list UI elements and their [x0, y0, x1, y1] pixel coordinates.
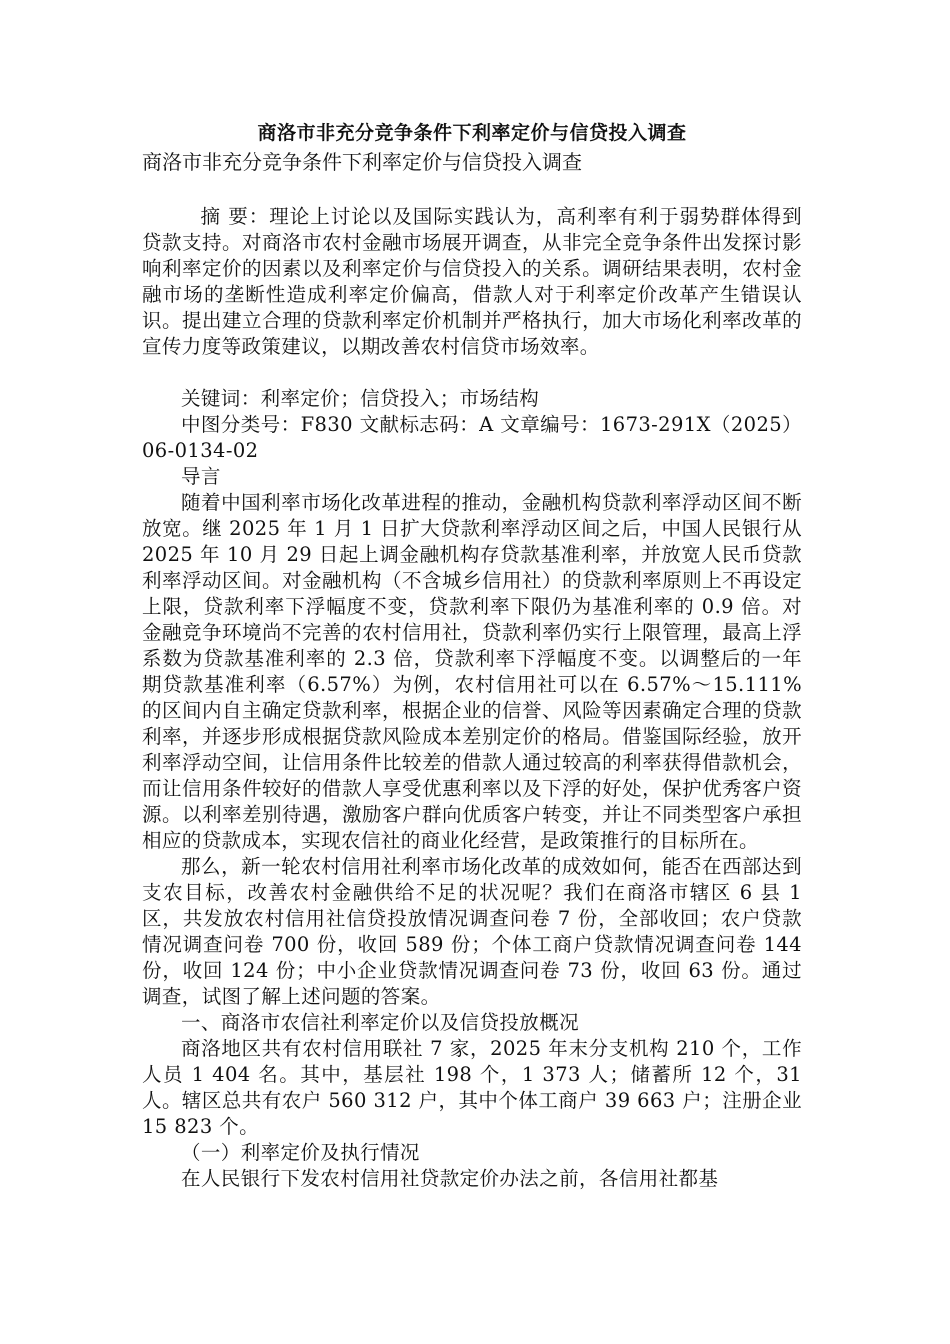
- document-page: [142, 118, 802, 1192]
- spacer: [142, 360, 802, 386]
- subsection-heading: （一）利率定价及执行情况: [181, 1141, 420, 1164]
- document-subtitle: 商洛市非充分竞争条件下利率定价与信贷投入调查: [142, 150, 582, 174]
- spacer: [142, 176, 802, 204]
- keywords-line: 关键词：利率定价；信贷投入；市场结构: [181, 387, 540, 410]
- body-paragraph: 随着中国利率市场化改革进程的推动，金融机构贷款利率浮动区间不断放宽。继 2025 年 1 月 1 日扩大贷款利率浮动区间之后，中国人民银行从 2025 年 10 月 29 日起上调金融机构存贷款基准利率，并放宽人民币贷款利率浮动区间。对金融机构（不含城乡信用社）的贷款利率原则上不再设定上限，贷款利率下浮幅度不变，贷款利率下限仍为基准利率的 0.9 倍。对金融竞争环境尚不完善的农村信用社，贷款利率仍实行上限管理，最高上浮系数为贷款基准利率的 2.3 倍，贷款利率下浮幅度不变。以调整后的一年期贷款基准利率（6.57%）为例，农村信用社可以在 6.57%～15.111%的区间内自主确定贷款利率，根据企业的信誉、风险等因素确定合理的贷款利率，并逐步形成根据贷款风险成本差别定价的格局。借鉴国际经验，放开利率浮动空间，让信用条件比较差的借款人通过较高的利率获得借款机会，而让信用条件较好的借款人享受优惠利率以及下浮的好处，保护优秀客户资源。以利率差别待遇，激励客户群向优质客户转变，并让不同类型客户承担相应的贷款成本，实现农信社的商业化经营，是政策推行的目标所在。: [142, 491, 802, 852]
- abstract-paragraph: 摘 要：理论上讨论以及国际实践认为，高利率有利于弱势群体得到贷款支持。对商洛市农村金融市场展开调查，从非完全竞争条件出发探讨影响利率定价的因素以及利率定价与信贷投入的关系。调研结果表明，农村金融市场的垄断性造成利率定价偏高，借款人对于利率定价改革产生错误认识。提出建立合理的贷款利率定价机制并严格执行，加大市场化利率改革的宣传力度等政策建议，以期改善农村信贷市场效率。: [142, 205, 802, 358]
- body-paragraph: 在人民银行下发农村信用社贷款定价办法之前，各信用社都基: [181, 1167, 719, 1190]
- intro-heading: 导言: [181, 465, 221, 488]
- document-title: 商洛市非充分竞争条件下利率定价与信贷投入调查: [257, 122, 687, 144]
- body-paragraph: 那么，新一轮农村信用社利率市场化改革的成效如何，能否在西部达到支农目标，改善农村金融供给不足的状况呢？我们在商洛市辖区 6 县 1 区，共发放农村信用社信贷投放情况调查问卷 7 份，全部收回；农户贷款情况调查问卷 700 份，收回 589 份；个体工商户贷款情况调查问卷 144 份，收回 124 份；中小企业贷款情况调查问卷 73 份，收回 63 份。通过调查，试图了解上述问题的答案。: [142, 855, 802, 1008]
- classification-line: 中图分类号：F830 文献标志码：A 文章编号：1673-291X（2025）06-0134-02: [142, 413, 802, 462]
- body-paragraph: 商洛地区共有农村信用联社 7 家，2025 年末分支机构 210 个，工作人员 1 404 名。其中，基层社 198 个，1 373 人；储蓄所 12 个，31 人。辖区总共有农户 560 312 户，其中个体工商户 39 663 户；注册企业 15 823 个。: [142, 1037, 802, 1138]
- section-heading: 一、商洛市农信社利率定价以及信贷投放概况: [181, 1011, 580, 1034]
